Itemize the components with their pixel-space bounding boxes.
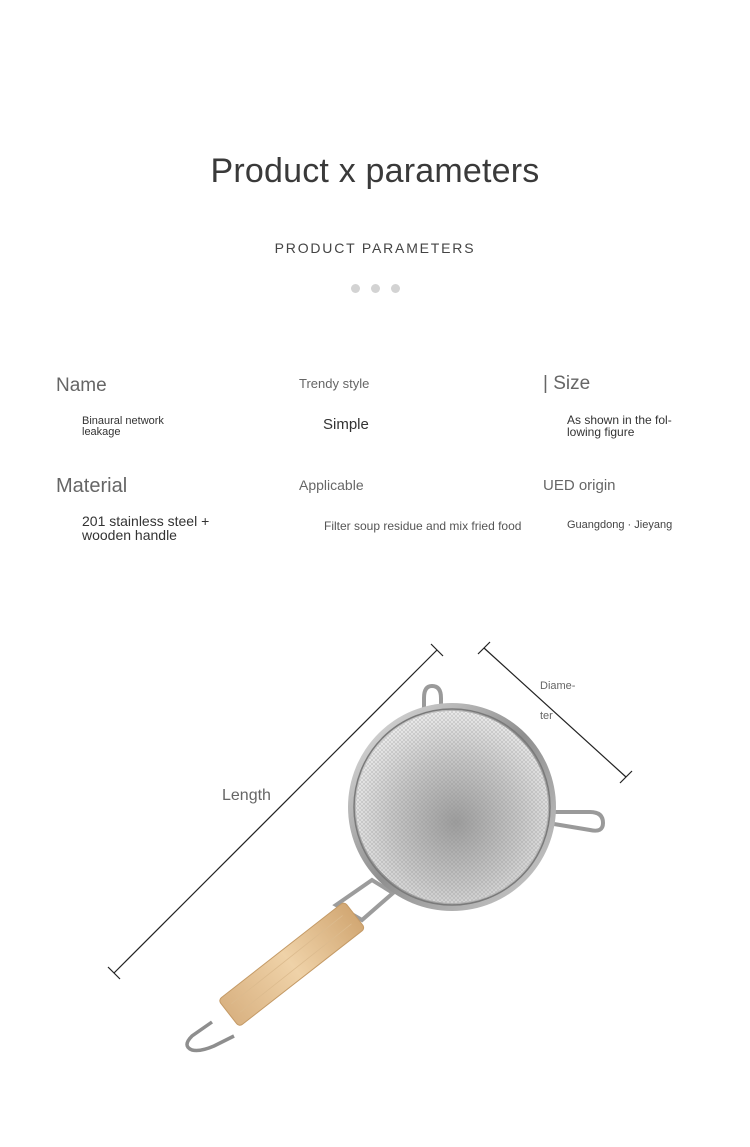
material-label: Material [56,475,128,497]
applicable-value: Filter soup residue and mix fried food [324,519,522,533]
divider-dot [371,284,380,293]
style-label: Trendy style [299,376,370,391]
handle-hanging-loop [187,1022,234,1051]
diameter-label-part1: Diame- [540,680,576,692]
size-label: | Size [543,373,591,394]
diameter-label-part2: ter [540,710,553,722]
divider-dot [391,284,400,293]
origin-label: UED origin [543,477,616,494]
size-value: As shown in the fol- lowing figure [567,413,672,439]
material-value: 201 stainless steel + wooden handle [82,513,210,543]
dot-divider [0,284,750,293]
page-title: Product x parameters [210,152,540,190]
strainer-illustration [0,620,750,1070]
page-subtitle: PRODUCT PARAMETERS [274,240,476,256]
name-label: Name [56,375,107,396]
origin-value: Guangdong · Jieyang [567,519,673,531]
strainer-side-hook [548,812,603,831]
length-label: Length [222,787,271,804]
divider-dot [351,284,360,293]
name-value: Binaural network leakage [82,415,164,438]
style-value: Simple [323,416,369,433]
applicable-label: Applicable [299,477,364,493]
wooden-handle [218,902,365,1027]
